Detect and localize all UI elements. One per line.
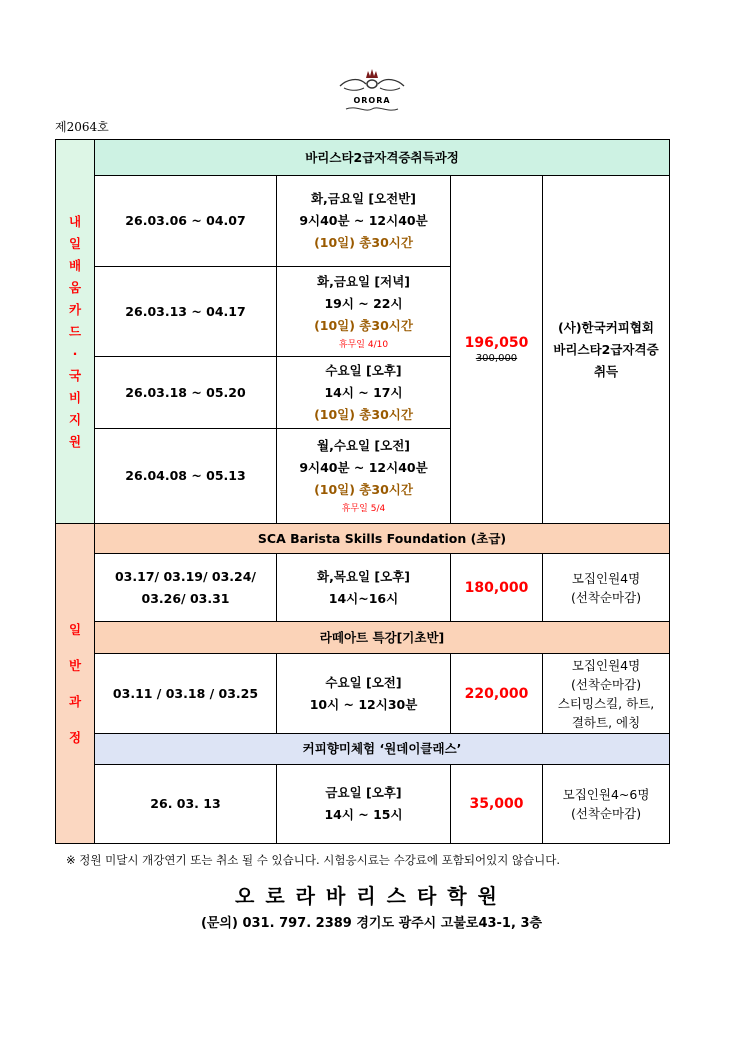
logo-ornament-icon	[342, 105, 402, 113]
sca-price: 180,000	[451, 554, 543, 622]
barista-course-title: 바리스타2급자격증취득과정	[95, 140, 670, 176]
oneday-price: 35,000	[451, 765, 543, 844]
logo	[333, 66, 411, 112]
crown-icon	[334, 66, 410, 96]
oneday-course-title: 커피향미체험 ‘원데이클래스’	[95, 734, 670, 765]
oneday-schedule: 금요일 [오후] 14시 ~ 15시	[277, 765, 451, 844]
school-name: 오로라바리스타학원	[235, 884, 508, 908]
barista-session-4-schedule: 월,수요일 [오전] 9시40분 ~ 12시40분 (10일) 총30시간 휴무일 5/4	[277, 429, 451, 524]
barista-note: (사)한국커피협회 바리스타2급자격증 취득	[543, 176, 670, 524]
issue-number: 제2064호	[55, 120, 109, 134]
notice-text: ※ 정원 미달시 개강연기 또는 취소 될 수 있습니다. 시험응시료는 수강료에 포함되어있지 않습니다.	[66, 853, 561, 867]
course-table	[55, 139, 670, 844]
latte-course-title: 라떼아트 특강[기초반]	[95, 622, 670, 654]
contact-info: (문의) 031. 797. 2389 경기도 광주시 고불로43-1, 3층	[200, 916, 543, 931]
oneday-dates: 26. 03. 13	[95, 765, 277, 844]
latte-price: 220,000	[451, 654, 543, 734]
barista-session-3-dates: 26.03.18 ~ 05.20	[95, 357, 277, 429]
barista-session-4-holiday: 휴무일 5/4	[341, 504, 386, 514]
sca-note: 모집인원4명 (선착순마감)	[543, 554, 670, 622]
barista-session-4-dates: 26.04.08 ~ 05.13	[95, 429, 277, 524]
barista-session-2-dates: 26.03.13 ~ 04.17	[95, 267, 277, 357]
barista-session-2-schedule: 화,금요일 [저녁] 19시 ~ 22시 (10일) 총30시간 휴무일 4/10	[277, 267, 451, 357]
sca-dates: 03.17/ 03.19/ 03.24/ 03.26/ 03.31	[95, 554, 277, 622]
latte-note: 모집인원4명 (선착순마감) 스티밍스킬, 하트, 결하트, 에칭	[543, 654, 670, 734]
oneday-note: 모집인원4~6명 (선착순마감)	[543, 765, 670, 844]
barista-session-1-dates: 26.03.06 ~ 04.07	[95, 176, 277, 267]
side-label-national-support: 내 일 배 움 카 드 · 국 비 지 원	[56, 140, 95, 524]
barista-session-3-schedule: 수요일 [오후] 14시 ~ 17시 (10일) 총30시간	[277, 357, 451, 429]
barista-original-price: 300,000	[475, 352, 518, 364]
sca-schedule: 화,목요일 [오후] 14시~16시	[277, 554, 451, 622]
logo-text: ORORA	[353, 96, 391, 105]
sca-course-title: SCA Barista Skills Foundation (초급)	[95, 524, 670, 554]
barista-session-1-schedule: 화,금요일 [오전반] 9시40분 ~ 12시40분 (10일) 총30시간	[277, 176, 451, 267]
latte-schedule: 수요일 [오전] 10시 ~ 12시30분	[277, 654, 451, 734]
latte-dates: 03.11 / 03.18 / 03.25	[95, 654, 277, 734]
barista-price: 196,050 300,000	[451, 176, 543, 524]
side-label-general-course: 일 반 과 정	[56, 524, 95, 844]
barista-session-2-holiday: 휴무일 4/10	[338, 339, 389, 350]
